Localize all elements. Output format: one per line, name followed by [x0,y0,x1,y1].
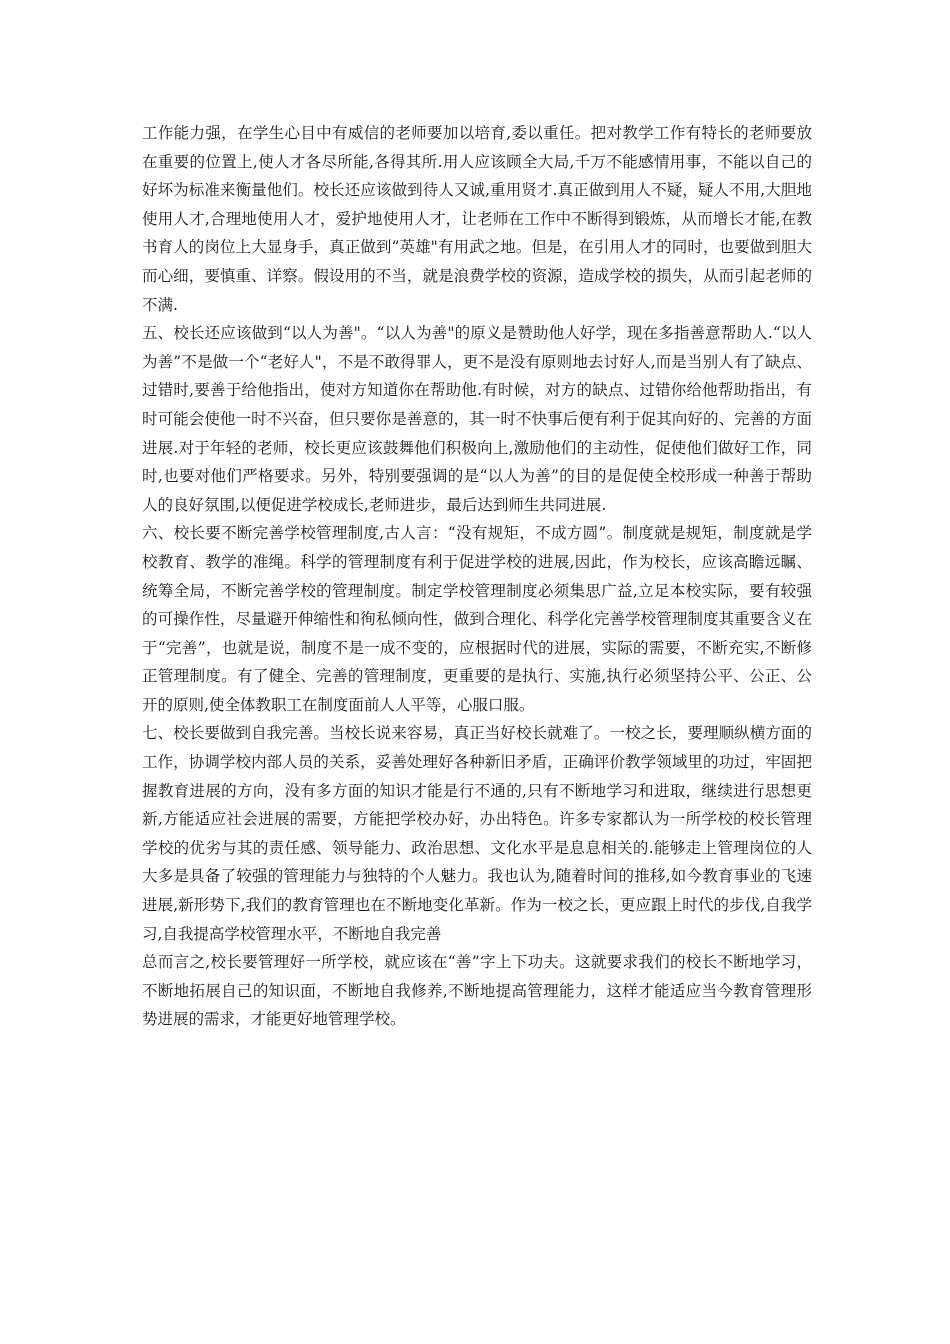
paragraph-section-five: 五、校长还应该做到“以人为善"。“以人为善"的原义是赞助他人好学，现在多指善意帮助人.“以人为善”不是做一个“老好人"，不是不敢得罪人，更不是没有原则地去讨好人,而是当别人有了缺点、过错时,要善于给他指出，使对方知道你在帮助他.有时候，对方的缺点、过错你给他帮助指出，有时可能会使他一时不兴奋，但只要你是善意的，其一时不快事后便有利于促其向好的、完善的方面进展.对于年轻的老师，校长更应该鼓舞他们积极向上,激励他们的主动性，促使他们做好工作，同时,也要对他们严格要求。另外，特别要强调的是“以人为善”的目的是促使全校形成一种善于帮助人的良好氛围,以便促进学校成长,老师进步，最后达到师生共同进展. [142,324,812,514]
document-body [142,119,812,1034]
paragraph-section-six: 六、校长要不断完善学校管理制度,古人言：“没有规矩，不成方圆”。制度就是规矩，制度就是学校教育、教学的准绳。科学的管理制度有利于促进学校的进展,因此，作为校长，应该高瞻远瞩、统筹全局，不断完善学校的管理制度。制定学校管理制度必须集思广益,立足本校实际，要有较强的可操作性，尽量避开伸缩性和徇私倾向性，做到合理化、科学化完善学校管理制度其重要含义在于“完善”，也就是说，制度不是一成不变的，应根据时代的进展，实际的需要，不断充实,不断修正管理制度。有了健全、完善的管理制度，更重要的是执行、实施,执行必须坚持公平、公正、公开的原则,使全体教职工在制度面前人人平等，心服口服。 [142,524,812,714]
paragraph-section-seven: 七、校长要做到自我完善。当校长说来容易，真正当好校长就难了。一校之长，要理顺纵横方面的工作，协调学校内部人员的关系，妥善处理好各种新旧矛盾，正确评价教学领域里的功过，牢固把握教育进展的方向，没有多方面的知识才能是行不通的,只有不断地学习和进取，继续进行思想更新,方能适应社会进展的需要，方能把学校办好，办出特色。许多专家都认为一所学校的校长管理学校的优劣与其的责任感、领导能力、政治思想、文化水平是息息相关的.能够走上管理岗位的人大多是具备了较强的管理能力与独特的个人魅力。我也认为,随着时间的推移,如今教育事业的飞速进展,新形势下,我们的教育管理也在不断地变化革新。作为一校之长，更应跟上时代的步伐,自我学习,自我提高学校管理水平，不断地自我完善 [142,724,812,943]
paragraph-conclusion: 总而言之,校长要管理好一所学校，就应该在“善”字上下功夫。这就要求我们的校长不断地学习，不断地拓展自己的知识面，不断地自我修养,不断地提高管理能力，这样才能适应当今教育管理形势进展的需求，才能更好地管理学校。 [142,953,812,1029]
paragraph-talent-usage: 工作能力强，在学生心目中有威信的老师要加以培育,委以重任。把对教学工作有特长的老师要放在重要的位置上,使人才各尽所能,各得其所.用人应该顾全大局,千万不能感情用事，不能以自己的好坏为标准来衡量他们。校长还应该做到待人又诚,重用贤才.真正做到用人不疑，疑人不用,大胆地使用人才,合理地使用人才，爱护地使用人才，让老师在工作中不断得到锻炼，从而增长才能,在教书育人的岗位上大显身手，真正做到“英雄"有用武之地。但是，在引用人才的同时，也要做到胆大而心细，要慎重、详察。假设用的不当，就是浪费学校的资源，造成学校的损失，从而引起老师的不满. [142,124,812,314]
